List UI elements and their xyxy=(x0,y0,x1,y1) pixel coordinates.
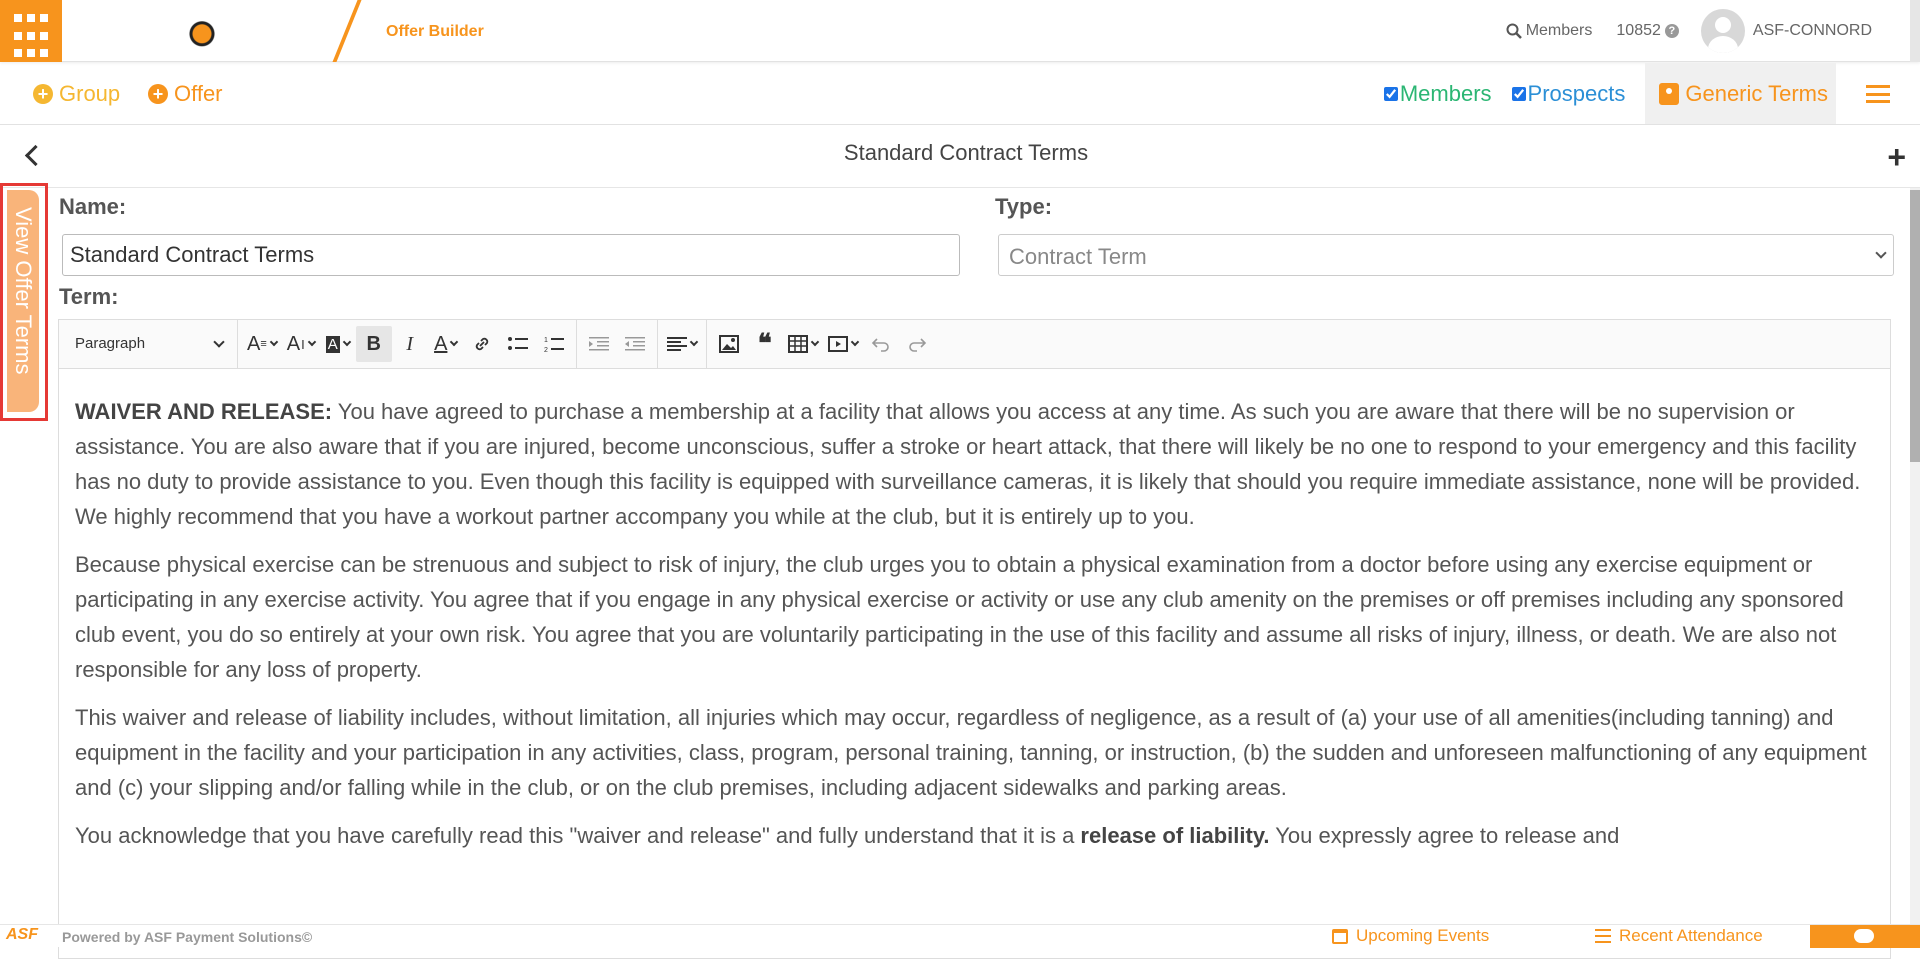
generic-terms-tab[interactable] xyxy=(1645,63,1836,124)
header-divider xyxy=(332,0,361,62)
rich-text-editor xyxy=(58,319,1891,959)
svg-text:1: 1 xyxy=(543,337,548,344)
recent-attendance-label: Recent Attendance xyxy=(1619,926,1763,945)
scrollbar-thumb[interactable] xyxy=(1910,190,1920,462)
side-tab-label: View Offer Terms xyxy=(11,207,36,375)
footer xyxy=(0,924,1920,947)
top-bar xyxy=(0,0,1920,62)
view-offer-terms-tab[interactable] xyxy=(0,183,48,421)
powered-by-text: Powered by ASF Payment Solutions© xyxy=(62,929,313,945)
indent-icon[interactable] xyxy=(581,326,617,362)
members-filter-label: Members xyxy=(1399,80,1492,106)
editor-toolbar xyxy=(59,320,1890,369)
font-color-icon[interactable]: A xyxy=(428,326,464,362)
search-icon xyxy=(1506,23,1522,39)
recent-attendance-link[interactable] xyxy=(1595,926,1763,946)
paragraph-style-select[interactable] xyxy=(63,326,233,362)
name-field[interactable] xyxy=(62,234,960,276)
page-title: Standard Contract Terms xyxy=(843,140,1089,165)
members-filter[interactable] xyxy=(1384,81,1492,107)
members-link-label: Members xyxy=(1525,22,1593,39)
type-label: Type: xyxy=(995,194,1053,219)
add-offer-button[interactable] xyxy=(148,81,223,107)
add-term-button[interactable]: + xyxy=(1887,139,1906,175)
asf-logo: ASF xyxy=(6,926,38,943)
numbered-list-icon[interactable] xyxy=(536,326,572,362)
generic-terms-label: Generic Terms xyxy=(1685,80,1828,106)
term-label: Term: xyxy=(59,284,119,309)
prospects-filter-label: Prospects xyxy=(1527,80,1626,106)
list-icon xyxy=(1595,929,1611,943)
app-title: Offer Builder xyxy=(386,23,484,40)
align-icon[interactable] xyxy=(662,326,702,362)
plus-circle-icon: + xyxy=(33,84,53,104)
action-bar xyxy=(0,63,1920,125)
svg-text:2: 2 xyxy=(543,347,548,353)
term-paragraph: Because physical exercise can be strenuous and subject to risk of injury, the club urges you to obtain a physical examination from a doctor before using any exercise equipment or participating in any exercise activity. You agree that if you engage in any physical exercise or activity or use any club amenity on the premises or off premises including any sponsored club event, you do so entirely at your own risk. You agree that you are voluntarily participating in the use of this facility and assume all risks of injury, illness, or death. We are also not responsible for any loss of property. xyxy=(75,552,1844,682)
name-label: Name: xyxy=(59,194,127,219)
highlight-icon[interactable]: A xyxy=(320,326,356,362)
add-offer-label: Offer xyxy=(174,81,223,106)
term-paragraph: This waiver and release of liability includes, without limitation, all injuries which may occur, regardless of negligence, as a result of (a) your use of all amenities(including tanning) and equipment in the facility and your participation in any activities, class, program, personal training, tanning, or instruction, (b) the sudden and unforeseen malfunctioning of any equipment and (c) your slipping and/or falling while in the club, or on the club premises, including adjacent sidewalks and parking areas. xyxy=(75,705,1867,800)
add-group-label: Group xyxy=(59,81,121,106)
release-liability-bold: release of liability. xyxy=(1080,823,1270,848)
outdent-icon[interactable] xyxy=(617,326,653,362)
prospects-checkbox[interactable] xyxy=(1512,87,1526,101)
paragraph-style-value: Paragraph xyxy=(75,335,146,352)
chat-icon xyxy=(1854,929,1874,943)
menu-icon[interactable] xyxy=(1836,85,1920,103)
media-embed-icon[interactable] xyxy=(823,326,863,362)
members-checkbox[interactable] xyxy=(1384,87,1398,101)
calendar-icon xyxy=(1332,929,1348,944)
font-family-icon[interactable]: A ≡ xyxy=(242,326,282,362)
link-icon[interactable] xyxy=(464,326,500,362)
blockquote-icon[interactable]: ❝ xyxy=(757,329,772,358)
type-select-value: Contract Term xyxy=(1009,244,1147,269)
italic-icon[interactable]: I xyxy=(406,332,414,355)
member-count xyxy=(1616,22,1679,40)
term-paragraph xyxy=(75,818,1876,853)
members-search-link[interactable] xyxy=(1506,22,1593,40)
count-value: 10852 xyxy=(1616,22,1661,39)
prospects-filter[interactable] xyxy=(1512,81,1626,107)
waiver-heading: WAIVER AND RELEASE: xyxy=(75,399,333,424)
bullet-list-icon[interactable] xyxy=(500,326,536,362)
contact-card-icon xyxy=(1659,83,1679,105)
title-row xyxy=(0,126,1920,188)
club-logo[interactable] xyxy=(182,14,222,50)
upcoming-events-link[interactable] xyxy=(1332,926,1489,946)
avatar[interactable] xyxy=(1701,9,1745,53)
type-select[interactable] xyxy=(998,234,1894,276)
header-scrollbar xyxy=(1910,0,1920,62)
table-icon[interactable] xyxy=(783,326,823,362)
paragraph-text: You acknowledge that you have carefully read this "waiver and release" and fully understand that it is a xyxy=(75,823,1081,848)
help-icon[interactable]: ? xyxy=(1665,24,1679,38)
editor-content[interactable] xyxy=(59,369,1890,853)
image-icon[interactable] xyxy=(711,326,747,362)
paragraph-text: You have agreed to purchase a membership at a facility that allows you access at any time. As such you are aware that there will be no supervision or assistance. You are also aware that if you are injured, become unconscious, suffer a stroke or heart attack, that there will likely be no one to respond to your emergency and this facility has no duty to provide assistance to you. Even though this facility is equipped with surveillance cameras, it is likely that should you require immediate assistance, none will be provided. We highly recommend that you have a workout partner accompany you while at the club, but it is entirely up to you. xyxy=(75,399,1861,529)
chat-button[interactable] xyxy=(1810,925,1920,948)
username[interactable]: ASF-CONNORD xyxy=(1752,22,1872,39)
plus-circle-icon: + xyxy=(148,84,168,104)
undo-icon[interactable] xyxy=(863,326,899,362)
term-paragraph xyxy=(75,394,1876,534)
paragraph-text: You expressly agree to release and xyxy=(1269,823,1620,848)
add-group-button[interactable] xyxy=(33,81,120,107)
upcoming-events-label: Upcoming Events xyxy=(1356,926,1490,945)
redo-icon[interactable] xyxy=(899,326,935,362)
app-grid-icon[interactable] xyxy=(0,0,62,62)
font-size-icon[interactable]: A I xyxy=(282,326,320,362)
bold-icon[interactable]: B xyxy=(356,326,392,362)
